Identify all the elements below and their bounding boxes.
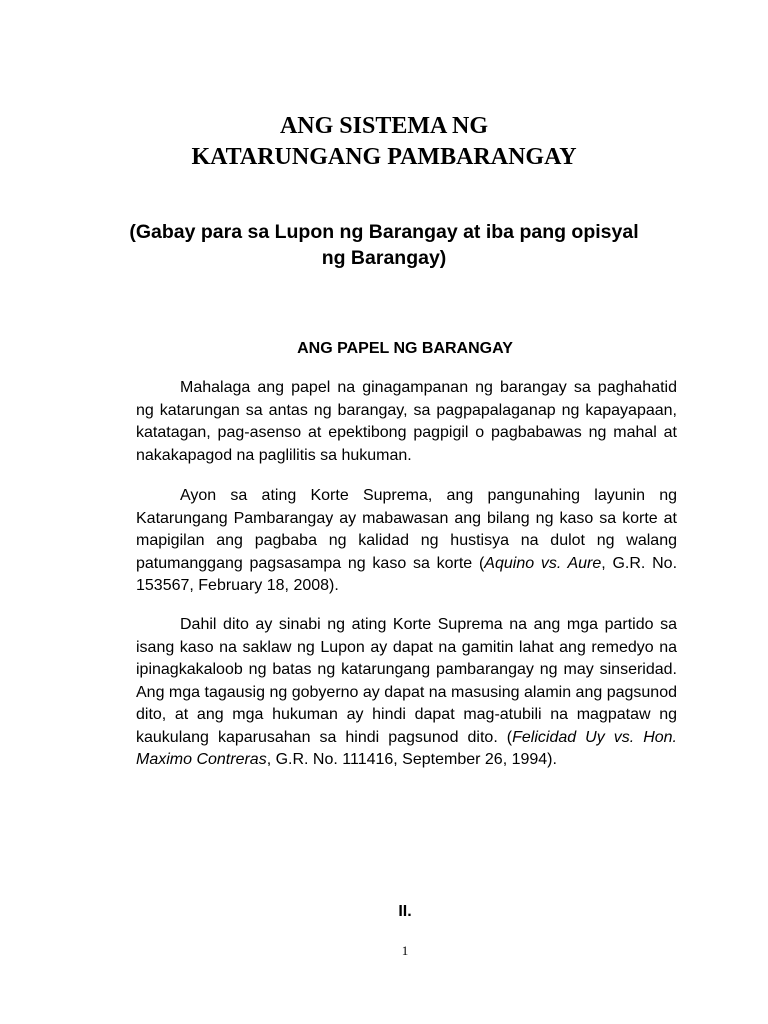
paragraph-3 xyxy=(136,614,677,772)
paragraph-1: Mahalaga ang papel na ginagampanan ng barangay sa paghahatid ng katarungan sa antas ng barangay, sa pagpapalaganap ng kapayapaan, katatagan, pag-asenso at epektibong pagpigil o pagbabawas ng mahal at nakakapagod na paglilitis sa hukuman. xyxy=(136,379,677,464)
paragraph-2-citation-tail: , G.R. No. 153567, February 18, 2008). xyxy=(136,554,678,594)
case-citation-aquino: Aquino vs. Aure xyxy=(484,554,602,572)
title-line-2: KATARUNGANG PAMBARANGAY xyxy=(191,144,577,170)
document-subtitle: (Gabay para sa Lupon ng Barangay at iba pang opisyal ng Barangay) xyxy=(129,221,639,269)
paragraph-3-citation-tail: , G.R. No. 111416, September 26, 1994). xyxy=(266,751,557,768)
case-citation-uy: Felicidad Uy vs. Hon. Maximo Contreras xyxy=(136,728,677,768)
title-line-1: ANG SISTEMA NG xyxy=(279,113,489,139)
paragraph-3-text: Dahil dito ay sinabi ng ating Korte Suprema na ang mga partido sa isang kaso na saklaw ng Lupon ay dapat na gamitin lahat ang remedyo na ipinagkakaloob ng batas ng katarungang pambarangay ng may sinseridad. Ang mga tagausig ng gobyerno ay dapat na masusing alamin ang pagsunod dito, at ang mga hukuman ay hindi dapat mag-atubili na magpataw ng kaukulang kaparusahan sa hindi pagsunod dito. ( xyxy=(136,616,677,746)
page-number: 1 xyxy=(401,943,409,958)
section-heading: ANG PAPEL NG BARANGAY xyxy=(297,340,513,357)
next-section-number: II. xyxy=(398,903,412,920)
paragraph-2 xyxy=(136,485,677,598)
document-title xyxy=(0,111,768,173)
paragraph-2-text: Ayon sa ating Korte Suprema, ang pangunahing layunin ng Katarungang Pambarangay ay mabawasan ang bilang ng kaso sa korte at mapigilan ang pagbaba ng kalidad ng hustisya na dulot ng walang patumanggang pagsasampa ng kaso sa korte ( xyxy=(136,487,677,572)
